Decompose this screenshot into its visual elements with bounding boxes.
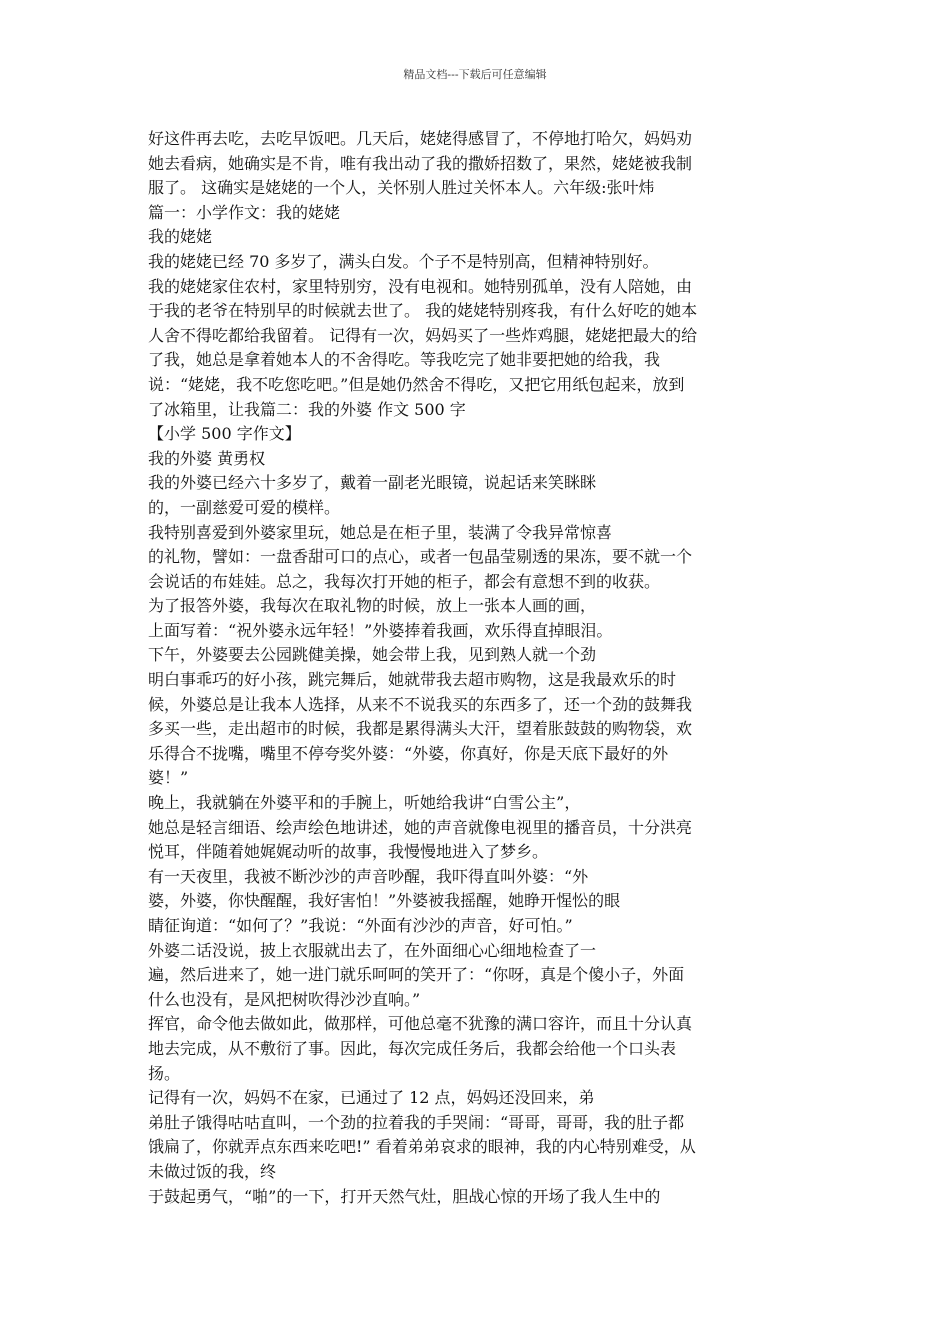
text-line: 候，外婆总是让我本人选择，从来不不说我买的东西多了，还一个劲的鼓舞我	[148, 694, 693, 714]
text-line: 饿扁了，你就弄点东西来吃吧!” 看着弟弟哀求的眼神，我的内心特别难受，从	[148, 1137, 696, 1157]
text-line: 人舍不得吃都给我留着。 记得有一次，妈妈买了一些炸鸡腿，姥姥把最大的给	[148, 325, 698, 345]
text-line: 地去完成，从不敷衍了事。因此，每次完成任务后，我都会给他一个口头表	[148, 1038, 677, 1058]
text-line: 【小学 500 字作文】	[148, 424, 301, 444]
text-line: 记得有一次，妈妈不在家，已通过了 12 点，妈妈还没回来，弟	[148, 1088, 595, 1108]
text-line: 了冰箱里，让我篇二：我的外婆 作文 500 字	[148, 399, 466, 419]
text-line: 了我，她总是拿着她本人的不舍得吃。等我吃完了她非要把她的给我，我	[148, 350, 661, 370]
text-line: 会说话的布娃娃。总之，我每次打开她的柜子，都会有意想不到的收获。	[148, 571, 661, 591]
text-line: 我的外婆已经六十多岁了，戴着一副老光眼镜，说起话来笑眯眯	[148, 473, 597, 493]
text-line: 乐得合不拢嘴，嘴里不停夸奖外婆：“外婆，你真好，你是天底下最好的外	[148, 743, 669, 763]
text-line: 弟肚子饿得咕咕直叫，一个劲的拉着我的手哭闹：“哥哥，哥哥，我的肚子都	[148, 1112, 685, 1132]
text-line: 扬。	[148, 1063, 181, 1083]
text-line: 她总是轻言细语、绘声绘色地讲述，她的声音就像电视里的播音员，十分洪亮	[148, 817, 693, 837]
text-line: 说：“姥姥，我不吃您吃吧。”但是她仍然舍不得吃，又把它用纸包起来，放到	[148, 374, 685, 394]
text-line: 我的姥姥	[148, 227, 213, 247]
text-line: 下午，外婆要去公园跳健美操，她会带上我，见到熟人就一个劲	[148, 645, 597, 665]
text-line: 我的姥姥已经 70 多岁了，满头白发。个子不是特别高，但精神特别好。	[148, 251, 659, 271]
text-line: 有一天夜里，我被不断沙沙的声音吵醒，我吓得直叫外婆：“外	[148, 866, 589, 886]
text-line: 多买一些，走出超市的时候，我都是累得满头大汗，望着胀鼓鼓的购物袋，欢	[148, 719, 693, 739]
text-line: 的礼物，譬如：一盘香甜可口的点心，或者一包晶莹剔透的果冻，要不就一个	[148, 547, 693, 567]
text-line: 外婆二话没说，披上衣服就出去了，在外面细心心细地检查了一	[148, 940, 597, 960]
text-line: 未做过饭的我，终	[148, 1161, 277, 1181]
text-line: 晚上，我就躺在外婆平和的手腕上，听她给我讲“白雪公主”，	[148, 793, 581, 813]
text-line: 她去看病，她确实是不肯，唯有我出动了我的撒娇招数了，果然，姥姥被我制	[148, 153, 693, 173]
text-line: 挥官，命令他去做如此，做那样，可他总毫不犹豫的满口容许，而且十分认真	[148, 1014, 693, 1034]
text-line: 我特别喜爱到外婆家里玩，她总是在柜子里，装满了令我异常惊喜	[148, 522, 613, 542]
text-line: 明白事乖巧的好小孩，跳完舞后，她就带我去超市购物，这是我最欢乐的时	[148, 670, 677, 690]
text-line: 于我的老爷在特别早的时候就去世了。 我的姥姥特别疼我，有什么好吃的她本	[148, 301, 698, 321]
text-line: 上面写着：“祝外婆永远年轻！”外婆捧着我画，欢乐得直掉眼泪。	[148, 620, 613, 640]
text-line: 为了报答外婆，我每次在取礼物的时候，放上一张本人画的画，	[148, 596, 597, 616]
text-line: 遍，然后进来了，她一进门就乐呵呵的笑开了：“你呀，真是个傻小子，外面	[148, 965, 685, 985]
text-line: 的，一副慈爱可爱的模样。	[148, 497, 341, 517]
text-line: 我的姥姥家住农村，家里特别穷，没有电视和。她特别孤单，没有人陪她，由	[148, 276, 693, 296]
page-header: 精品文档---下载后可任意编辑	[403, 68, 547, 81]
text-line: 什么也没有，是风把树吹得沙沙直响。”	[148, 989, 421, 1009]
text-line: 婆，外婆，你快醒醒，我好害怕！”外婆被我摇醒，她睁开惺忪的眼	[148, 891, 621, 911]
text-line: 婆！”	[148, 768, 189, 788]
text-line: 服了。 这确实是姥姥的一个人，关怀别人胜过关怀本人。六年级:张叶炜	[148, 178, 655, 198]
document-body	[148, 127, 808, 1209]
text-line: 悦耳，伴随着她娓娓动听的故事，我慢慢地进入了梦乡。	[148, 842, 549, 862]
text-line: 睛征询道：“如何了？”我说：“外面有沙沙的声音，好可怕。”	[148, 916, 573, 935]
text-line: 我的外婆 黄勇权	[148, 448, 266, 468]
text-line: 于鼓起勇气，“啪”的一下，打开天然气灶，胆战心惊的开场了我人生中的	[148, 1186, 661, 1206]
text-line: 篇一：小学作文：我的姥姥	[148, 202, 341, 222]
text-line: 好这件再去吃，去吃早饭吧。几天后，姥姥得感冒了，不停地打哈欠，妈妈劝	[148, 129, 693, 148]
